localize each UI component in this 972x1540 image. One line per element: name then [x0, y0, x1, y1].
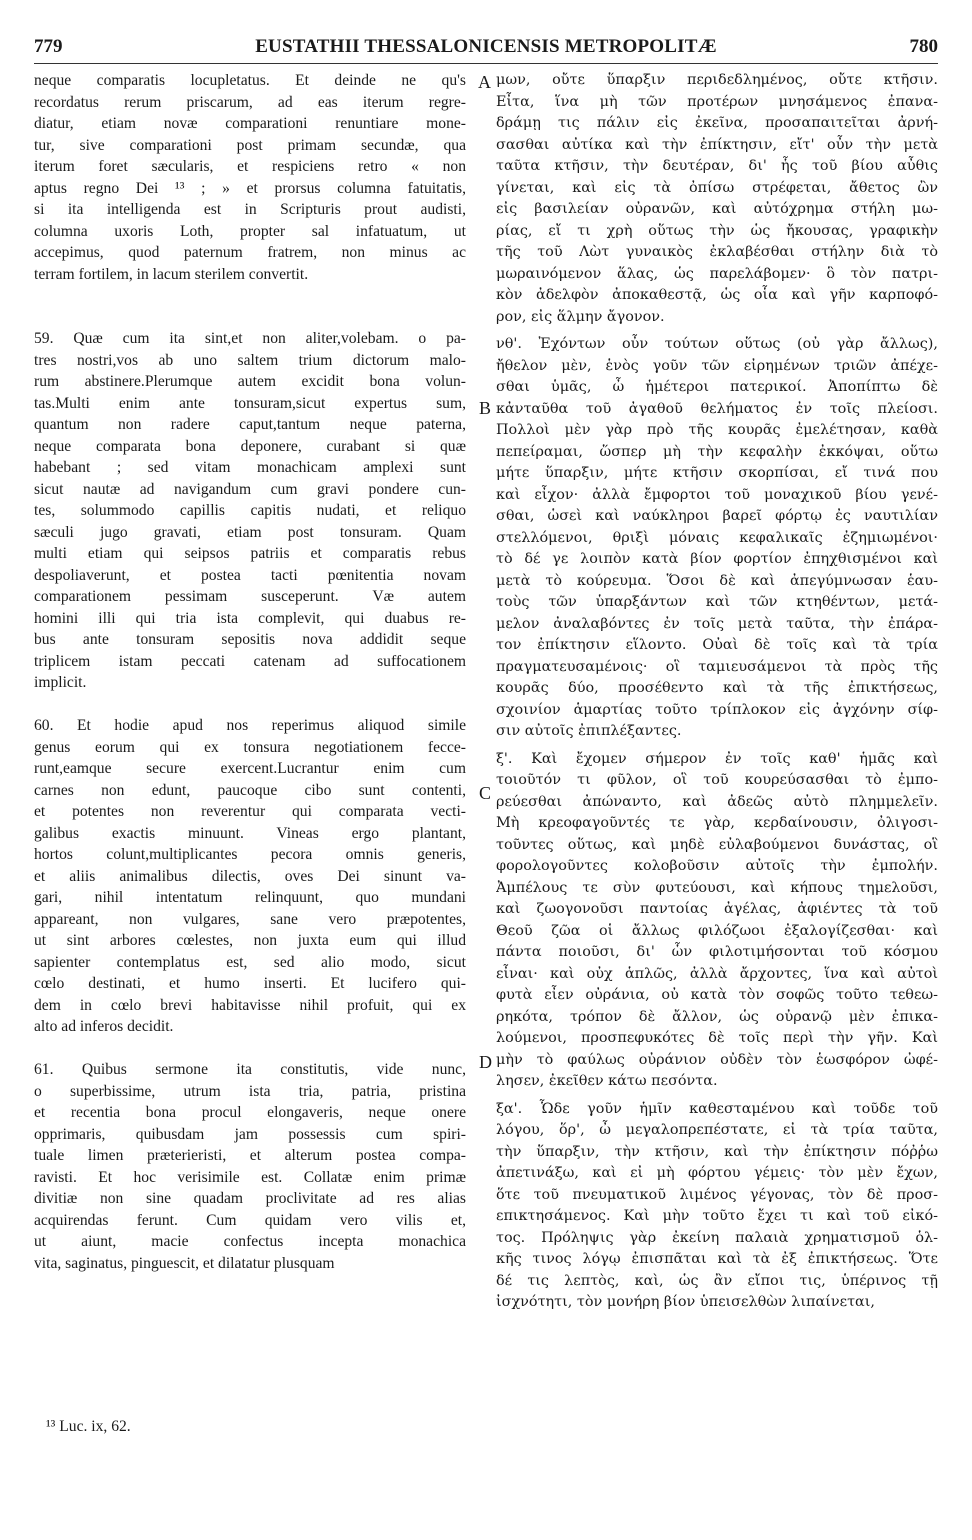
greek-text-line: δέ τις λεπτὸς, καὶ, ὡς ἂν εἴποι τις, ὑπέρινος τῇ — [496, 1272, 938, 1289]
latin-text-line: vita, saginatus, pinguescit, et dilatatur plusquam — [34, 1254, 335, 1272]
footnote: ¹³ Luc. ix, 62. — [46, 1418, 131, 1435]
latin-text-line: despoliaverunt, et postea tacti pœnitentia novam — [34, 566, 466, 584]
latin-text-line: terram fortilem, in lacum sterilem convertit. — [34, 265, 309, 283]
greek-text-line: ἰσχνότητι, τὸν μονήρη βίον ὑπεισελθὼν λιπαίνεται, — [496, 1294, 875, 1310]
greek-text-line: σθαι ὑμᾶς, ὦ ἡμέτεροι πατερικοί. Ἀποπίπτω δὲ — [496, 379, 938, 395]
latin-text-line: acquirendas ferunt. Cum quidam vero vilis et, — [34, 1211, 466, 1229]
greek-text-line: κὸν ἀδελφὸν ἀποκαθεστᾷ, ὡς οἷα καὶ γῆν καρποφό- — [496, 287, 938, 303]
latin-text-line: sapienter contemplatus est, sed alio modo, sicut — [34, 953, 466, 971]
greek-text-line: τος. Πρόληψις γὰρ ἐκείνη παλαιὰ χρηματισμοῦ ὁλ- — [496, 1229, 938, 1246]
latin-text-line: bus ante tonsuram sepositis nova addidit seque — [34, 631, 466, 648]
greek-text-line: ρηκότα, τρόπον δὲ ἄλλον, ὡς οὐρανῷ μὲν ἐπικα- — [496, 1008, 938, 1025]
latin-text-line: alto ad inferos decidit. — [34, 1018, 174, 1035]
latin-text-line: si ita intelligenda est in Scripturis prout audisti, — [34, 201, 466, 218]
latin-text-line: implicit. — [34, 674, 87, 691]
greek-text-line: Εἶτα, ἵνα μὴ τῶν προτέρων μνησάμενος ἐπανα- — [496, 93, 938, 110]
greek-text-line: πάντα ποιοῦσι, δι' ὧν φιλοτιμήσονται τοῦ κόσμου — [496, 944, 938, 960]
latin-text-line: recordatus rerum priscarum, ad eas iterum regre- — [34, 93, 466, 111]
greek-text-line: πραγματευσαμένοις· οἳ ταμιευσάμενοι τὰ πρὸς τῆς — [496, 658, 938, 675]
greek-text-line: ταῦτα κτῆσιν, τὴν δευτέραν, δι' ἧς τοῦ βίου αὖθις — [496, 158, 938, 174]
latin-text-line: hortos colunt,multiplicantes pecora omnis generis, — [34, 846, 466, 863]
greek-text-line: τοῦντες οὕτως, καὶ μηδὲ εὐλαβούμενοι δυνάστας, οἳ — [496, 836, 938, 853]
greek-text-line: τὸ δέ γε λοιπὸν κατὰ βίον φορτίον ἐπηχθισμένοι καὶ — [496, 551, 938, 567]
latin-text-line: quantum non radere caput,tantum neque paterna, — [34, 416, 466, 433]
greek-text-line: ἀπετινάξω, καὶ εἰ μὴ φόρτου γέμεις· τὸν μὲν ἔχων, — [496, 1165, 938, 1181]
latin-text-line: 60. Et hodie apud nos reperimus aliquod simile — [34, 717, 466, 734]
latin-text-line: ut sint arbores cœlestes, non juxta eum qui illud — [34, 932, 466, 949]
latin-text-line: sicut nautæ ad navigandum cum gravi pondere cun- — [34, 480, 466, 498]
latin-text-line: appareant, non vulgares, sane vero præpotentes, — [34, 910, 466, 928]
greek-text-line: φυτὰ εἶεν οὐράνια, οὐ κατὰ τὸν σοφῶς τοῦτο τεθεω- — [496, 987, 938, 1003]
latin-text-line: dem in cœlo brevi habitavisse nihil profuit, qui ex — [34, 996, 466, 1014]
latin-text-line: tuale limen præterieristi, et alterum postea compa- — [34, 1147, 466, 1164]
greek-text-line: ἤθελον μὲν, ἑνὸς γοῦν τῶν εἰρημένων τριῶν ἀπέχε- — [496, 357, 938, 374]
latin-text-line: neque comparata bona deponere, curabant si quæ — [34, 437, 466, 455]
latin-text-line: galibus exactis minuunt. Vineas ergo plantant, — [34, 824, 466, 842]
greek-text-line: λόγου, ὅρ', ὦ μεγαλοπρεπέστατε, εἰ τὰ τρία ταῦτα, — [496, 1122, 938, 1138]
greek-text-line: λούμενοι, προσπεφυκότες δὲ τοῖς περὶ τὴν γῆν. Καὶ — [496, 1030, 938, 1046]
latin-text-line: sæculi jugo gravati, etiam post tonsuram. Quam — [34, 523, 466, 541]
greek-text-line: ξα'. Ὧδε γοῦν ἡμῖν καθεσταμένου καὶ τοῦδε τοῦ — [496, 1100, 938, 1117]
latin-text-line: runt,eamque secure exercent.Lucrantur enim cum — [34, 760, 466, 777]
margin-marker-d: D — [479, 1052, 492, 1072]
margin-marker-b: B — [479, 398, 492, 418]
latin-text-line: triplicem istam peccati catenam ad suffocationem — [34, 652, 466, 670]
latin-text-line: o superbissime, utrum ista tria, patria, pristina — [34, 1082, 466, 1100]
greek-text-line: νθ'. Ἐχόντων οὖν τούτων οὕτως (οὐ γὰρ ἄλλως), — [496, 336, 938, 352]
latin-text-line: et potentes non reverentur qui comparata vecti- — [34, 803, 466, 820]
greek-text-line: κἀνταῦθα τοῦ ἀγαθοῦ θελήματος ἐν τοῖς πλείοσι. — [496, 400, 938, 417]
latin-text-line: opprimaris, quibusdam jam possessis cum spiri- — [34, 1125, 466, 1143]
margin-marker-c: C — [479, 783, 492, 803]
latin-text-line: aptus regno Dei ¹³ ; » et prorsus columna fatuitatis, — [34, 179, 466, 197]
greek-text-line: τὴν ὕπαρξιν, τὴν κτῆσιν, καὶ τὴν ἐπίκτησιν πόῤῥω — [496, 1143, 938, 1160]
latin-text-line: columna uxoris Loth, propter sal infatuatum, ut — [34, 222, 466, 240]
greek-text-line: Πολλοὶ μὲν γὰρ πρὸ τῆς κουρᾶς ἐμελέτησαν, καθὰ — [496, 422, 938, 438]
greek-text-line: Μὴ κρεοφαγοῦντές τε γὰρ, κερδαίνουσιν, ὀλιγοσι- — [496, 815, 938, 831]
greek-text-line: γίνεται, καὶ εἰς τὰ ὀπίσω στρέφεται, ἄθετος ὢν — [496, 179, 938, 196]
latin-text-line: gari, nihil intentatum relinquunt, quo mundani — [34, 889, 466, 906]
latin-column — [34, 70, 466, 1274]
latin-text-line: ut aiunt, macie confectus incepta monachica — [34, 1233, 466, 1250]
latin-text-line: cœlo destinati, et humo inserti. Et lucifero qui- — [34, 975, 466, 992]
greek-text-line: μετὰ τὸ κούρευμα. Ὅσοι δὲ καὶ ἀπεγύμνωσαν ἑαυ- — [496, 572, 938, 589]
greek-text-line: Θεοῦ ζῶα οἱ ἄλλως φιλόζωοι ἐξαλογίζεσθαι· καὶ — [496, 922, 938, 939]
running-title: EUSTATHII THESSALONICENSIS METROPOLITÆ — [255, 36, 717, 57]
latin-text-line: diatur, etiam novæ comparationi renuntiare mone- — [34, 115, 466, 132]
latin-text-line: carnes non edunt, paucoque cibo sunt contenti, — [34, 781, 466, 799]
greek-text-line: μων, οὔτε ὕπαρξιν περιδεδλημένος, οὔτε κτῆσιν. — [496, 72, 938, 88]
margin-marker-a: A — [478, 72, 491, 92]
greek-text-line: καὶ ζωογονοῦσι παντοίας ἀγέλας, ἀφιέντες τὰ τοῦ — [496, 901, 938, 917]
greek-text-line: φορολογοῦντες κολοβοῦσιν αὐτοῖς τὴν ἐμπολήν. — [496, 858, 938, 874]
greek-text-line: ρον, εἰς ἅλμην ἄγονον. — [496, 308, 665, 325]
latin-text-line: habebant ; sed vitam monachicam amplexi sunt — [34, 459, 466, 476]
page-number-right: 780 — [909, 36, 938, 57]
greek-text-line: ὅτε τοῦ πνευματικοῦ λιμένος γέγονας, τὸν δὲ προσ- — [496, 1186, 938, 1203]
greek-text-line: μωραινόμενον ἅλας, ὡς παρελάβομεν· ὃ τὸν πατρι- — [496, 265, 938, 282]
greek-text-line: τον ἐπίκτησιν εἵλοντο. Οὐαὶ δὲ τοῖς καὶ τὰ τρία — [496, 637, 938, 653]
paragraph-gap — [34, 285, 466, 307]
latin-text-line: genus eorum qui ex tonsura negotiationem fecce- — [34, 738, 466, 756]
greek-text-line: σχοινίον ἁμαρτίας τοῦτο τρίπλοκον εἰς ἀγχόνην σίφ- — [496, 701, 938, 718]
greek-text-line: ξ'. Καὶ ἔχομεν σήμερον ἐν τοῖς καθ' ἡμᾶς καὶ — [496, 750, 938, 767]
greek-text-line: λησεν, ἐκεῖθεν κάτω πεσόντα. — [496, 1073, 718, 1089]
latin-text-line: comparationem pessimam susceperunt. Væ autem — [34, 588, 466, 605]
paragraph-gap — [34, 1038, 466, 1060]
header-rule — [34, 63, 938, 64]
greek-text-line: καὶ εἶχον· ἀλλὰ ἔμφορτοι τοῦ μοναχικοῦ βίου γενέ- — [496, 486, 938, 503]
latin-text-line: accepimus, quod paternum fratrem, non minus ac — [34, 244, 466, 261]
paragraph-gap — [34, 694, 466, 716]
greek-text-line: μήτε ὕπαρξιν, μήτε κτῆσιν σκορπίσαι, εἴ τινά που — [496, 465, 938, 481]
greek-text-line: κουρᾶς δύο, προσέθεντο καὶ τὰ τῆς ἐπικτήσεως, — [496, 680, 938, 696]
latin-text-line: tur, sive comparationi post primam secundæ, qua — [34, 136, 466, 154]
latin-text-line: iterum foret sæcularis, et respiciens retro « non — [34, 158, 466, 175]
latin-text-line: divitiæ non sine quadam proclivitate ad res alias — [34, 1190, 466, 1207]
latin-text-line: 61. Quibus sermone ita constitutis, vide nunc, — [34, 1061, 466, 1078]
greek-text-line: σασθαι αὐτίκα καὶ τὴν ἐπίκτησιν, εἴτ' οὖν τὴν μετὰ — [496, 136, 938, 153]
latin-text-line: neque comparatis locupletatus. Et deinde ne qu's — [34, 72, 466, 89]
greek-text-line: επικτησάμενος. Καὶ μὴν τοῦτο ἔχει τι καὶ τοῦ εἰκό- — [496, 1208, 938, 1224]
latin-text-line: multi etiam qui seipsos patriis et comparatis rebus — [34, 545, 466, 562]
greek-text-line: μελον ἀναλαβόντες ἐν τοῖς μετὰ ταῦτα, τὴν ἐπάρα- — [496, 615, 938, 632]
latin-text-line: et recentia bona procul elongaveris, neque onere — [34, 1104, 466, 1121]
latin-text-line: et aliis animalibus dilectis, oves Dei sinunt va- — [34, 867, 466, 885]
latin-text-line: homini illi qui tria ista complevit, qui duabus re- — [34, 609, 466, 627]
greek-text-line: κῆς τινος λόγῳ ἐπισπᾶται καὶ τὰ ἐξ ἐπικτήσεως. Ὅτε — [496, 1251, 938, 1267]
latin-text-line: 59. Quæ cum ita sint,et non aliter,volebam. o pa- — [34, 330, 466, 347]
greek-text-line: Ἀμπέλους τε σὺν φυτεύουσι, καὶ κήπους τημελοῦσι, — [496, 879, 938, 896]
greek-text-line: πεπείραμαι, ὥσπερ μὴ τὴν κεφαλὴν ἐκκόψαι, οὕτω — [496, 443, 938, 460]
page-number-left: 779 — [34, 36, 63, 57]
greek-text-line: δράμῃ τις πάλιν εἰς ἐκεῖνα, προσαπαιτεῖται ἀρνή- — [496, 115, 938, 131]
greek-text-line: στελλόμενοι, θριξὶ μόναις κεφαλικαῖς ἐζημιωμένοι· — [496, 529, 938, 546]
page-header — [34, 36, 938, 60]
paragraph-gap — [34, 307, 466, 329]
greek-text-line: σθαι, ὡσεὶ καὶ ναύκληροι βαρεῖ φόρτῳ ἐς ναυτιλίαν — [496, 508, 938, 524]
latin-text-line: tas.Multi enim ante tonsuram,sicut expertus sum, — [34, 394, 466, 412]
latin-text-line: ravisti. Et hoc verisimile est. Collatæ enim primæ — [34, 1168, 466, 1186]
latin-text-line: rum abstinere.Plerumque autem excidit bona volun- — [34, 373, 466, 390]
greek-text-line: εἰς βασιλείαν οὐρανῶν, καὶ αὐτόχρημα στήλη μω- — [496, 201, 938, 217]
greek-text-line: μὴν τὸ φαύλως οὐράνιον οὐδὲν τὸν ἑωσφόρον ὠφέ- — [496, 1051, 938, 1068]
greek-text-line: εἶναι· καὶ οὐχ ἁπλῶς, ἀλλὰ ἄρχοντες, ἵνα καὶ αὐτοὶ — [496, 965, 938, 982]
greek-text-line: ρεύεσθαι ἀπώναντο, καὶ ἀδεῶς αὐτὸ πλημμελεῖν. — [496, 793, 938, 810]
greek-text-line: τῆς τοῦ Λὼτ γυναικὸς ἐκλαβέσθαι στήλην διὰ τὸ — [496, 244, 938, 260]
latin-text-line: tres nostri,vos ab uno saltem trium dictorum malo- — [34, 351, 466, 369]
greek-column — [496, 70, 938, 1314]
greek-text-line: ρίας, εἴ τι χρὴ οὕτως τὴν ὡς ἤκουσας, γραφικὴν — [496, 222, 938, 239]
greek-text-line: τοιοῦτόν τι φῦλον, οἳ τοῦ κουρεύσασθαι τὸ ἐμπο- — [496, 772, 938, 788]
latin-text-line: tes, solummodo capillis capitis nudati, et reliquo — [34, 502, 466, 519]
greek-text-line: τοὺς τῶν ὑπαρξάντων καὶ τῶν κτηθέντων, μετά- — [496, 594, 938, 610]
greek-text-line: σιν αὐτοῖς ἐπιπλέξαντες. — [496, 723, 682, 739]
